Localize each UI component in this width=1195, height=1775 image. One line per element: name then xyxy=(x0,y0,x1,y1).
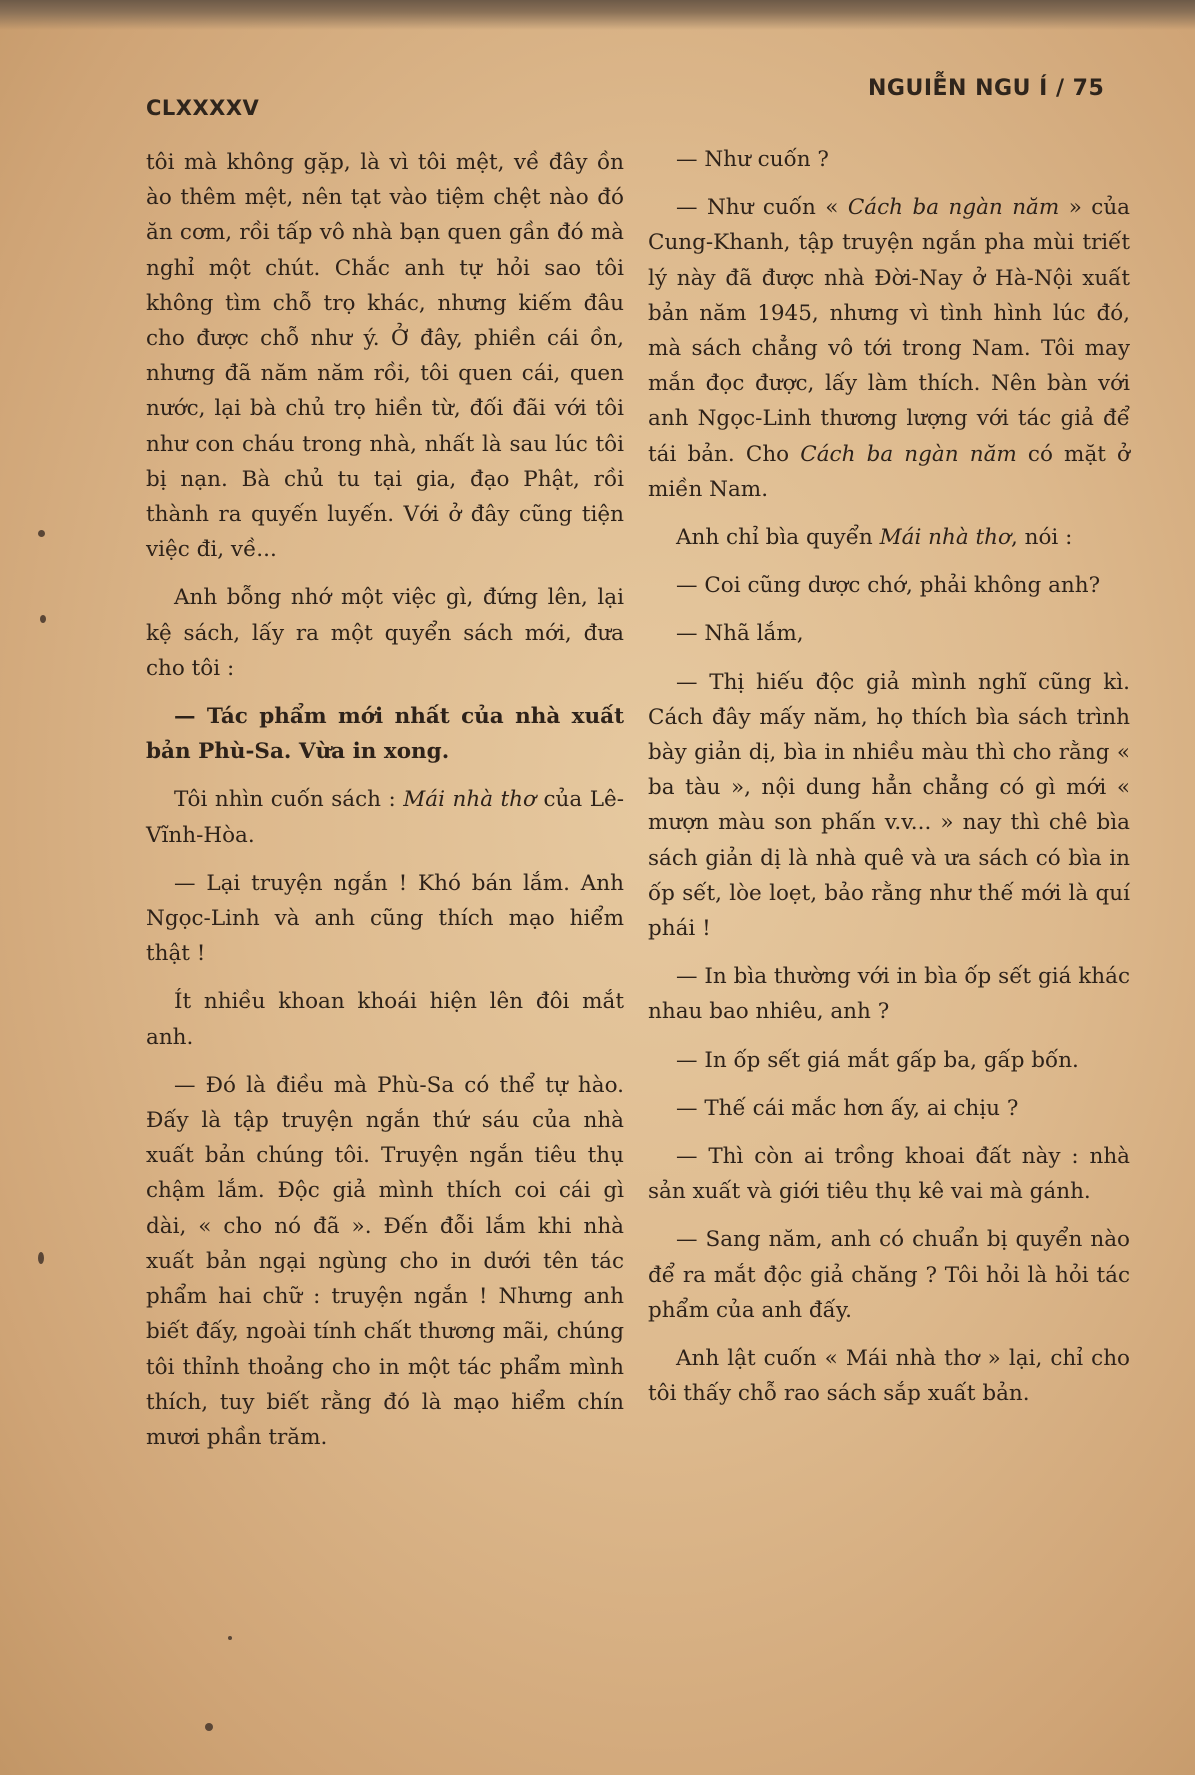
paper-speck xyxy=(40,615,46,623)
text-run: Tôi nhìn cuốn sách : xyxy=(174,787,404,813)
text-run: Anh chỉ bìa quyển xyxy=(676,525,880,551)
text-run: có mặt ở miền Nam. xyxy=(648,441,1130,502)
text-run: của Lê-Vĩnh-Hòa. xyxy=(146,787,625,848)
right-column xyxy=(648,142,1130,1425)
paragraph xyxy=(648,190,1130,507)
text-run: — Như cuốn « xyxy=(676,195,848,221)
paragraph xyxy=(146,782,624,852)
text-run: » của Cung-Khanh, tập truyện ngắn pha mùi triết lý này đã được nhà Đời-Nay ở Hà-Nội xuất bản năm 1945, nhưng vì tình hình lúc đó, mà sách chẳng vô tới trong Nam. Tôi may mắn đọc được, lấy làm thích. Nên bàn với anh Ngọc-Linh thương lượng với tác giả để tái bản. Cho xyxy=(648,195,1131,467)
paragraph: — Thế cái mắc hơn ấy, ai chịu ? xyxy=(676,1095,1019,1121)
running-header: NGUIỄN NGU Í / 75 xyxy=(868,76,1105,101)
paragraph: — Coi cũng dược chớ, phải không anh? xyxy=(676,573,1101,599)
book-title: Cách ba ngàn năm xyxy=(800,441,1017,467)
paragraph: — In bìa thường với in bìa ốp sết giá khác nhau bao nhiêu, anh ? xyxy=(648,964,1130,1025)
paragraph: — Thị hiếu độc giả mình nghĩ cũng kì. Cách đây mấy năm, họ thích bìa sách trình bày giản dị, bìa in nhiều màu thì cho rằng « ba tàu », nội dung hẳn chẳng có gì mới « mượn màu son phấn v.v... » nay thì chê bìa sách giản dị là nhà quê và ưa sách có bìa in ốp sết, lòe loẹt, bảo rằng như thế mới là quí phái ! xyxy=(648,669,1130,942)
page-top-edge xyxy=(0,0,1195,30)
book-title: Mái nhà thơ xyxy=(403,787,536,813)
paragraph: — Như cuốn ? xyxy=(676,147,829,172)
page-signature-mark: CLXXXXV xyxy=(146,96,260,120)
paragraph: — Thì còn ai trồng khoai đất này : nhà sản xuất và giới tiêu thụ kê vai mà gánh. xyxy=(648,1144,1130,1205)
paragraph: — Đó là điều mà Phù-Sa có thể tự hào. Đấy là tập truyện ngắn thứ sáu của nhà xuất bản chúng tôi. Truyện ngắn tiêu thụ chậm lắm. Độc giả mình thích coi cái gì dài, « cho nó đã ». Đến đỗi lắm khi nhà xuất bản ngại ngùng cho in dưới tên tác phẩm hai chữ : truyện ngắn ! Nhưng anh biết đấy, ngoài tính chất thương mãi, chúng tôi thỉnh thoảng cho in một tác phẩm mình thích, tuy biết rằng đó là mạo hiểm chín mươi phần trăm. xyxy=(146,1072,624,1450)
paper-speck xyxy=(38,1252,44,1264)
paragraph: — Lại truyện ngắn ! Khó bán lắm. Anh Ngọc-Linh và anh cũng thích mạo hiểm thật ! xyxy=(146,870,624,967)
text-run: , nói : xyxy=(1010,525,1073,551)
paragraph: tôi mà không gặp, là vì tôi mệt, về đây ồn ào thêm mệt, nên tạt vào tiệm chệt nào đó ăn cơm, rồi tấp vô nhà bạn quen gần đó mà nghỉ một chút. Chắc anh tự hỏi sao tôi không tìm chỗ trọ khác, nhưng kiếm đâu cho được chỗ như ý. Ở đây, phiền cái ồn, nhưng đã năm năm rồi, tôi quen cái, quen nước, lại bà chủ trọ hiền từ, đối đãi với tôi như con cháu trong nhà, nhất là sau lúc tôi bị nạn. Bà chủ tu tại gia, đạo Phật, rồi thành ra quyến luyến. Với ở đây cũng tiện việc đi, về... xyxy=(146,150,624,563)
book-title: Mái nhà thơ xyxy=(879,525,1011,551)
paragraph: Anh bỗng nhớ một việc gì, đứng lên, lại kệ sách, lấy ra một quyển sách mới, đưa cho tôi : xyxy=(146,585,624,681)
paper-speck xyxy=(228,1636,232,1640)
paragraph: Anh lật cuốn « Mái nhà thơ » lại, chỉ cho tôi thấy chỗ rao sách sắp xuất bản. xyxy=(648,1346,1130,1407)
paragraph: — Tác phẩm mới nhất của nhà xuất bản Phù-Sa. Vừa in xong. xyxy=(146,704,624,765)
paper-speck xyxy=(205,1723,213,1731)
paragraph: — In ốp sết giá mắt gấp ba, gấp bốn. xyxy=(676,1047,1079,1073)
paragraph: — Nhã lắm, xyxy=(676,621,804,647)
paper-speck xyxy=(38,530,45,537)
paragraph: Ít nhiều khoan khoái hiện lên đôi mắt anh. xyxy=(146,989,624,1050)
left-column xyxy=(146,145,624,1468)
book-title: Cách ba ngàn năm xyxy=(847,195,1060,221)
paragraph: — Sang năm, anh có chuẩn bị quyển nào để ra mắt độc giả chăng ? Tôi hỏi là hỏi tác phẩm của anh đấy. xyxy=(648,1227,1130,1323)
paragraph xyxy=(648,520,1130,555)
